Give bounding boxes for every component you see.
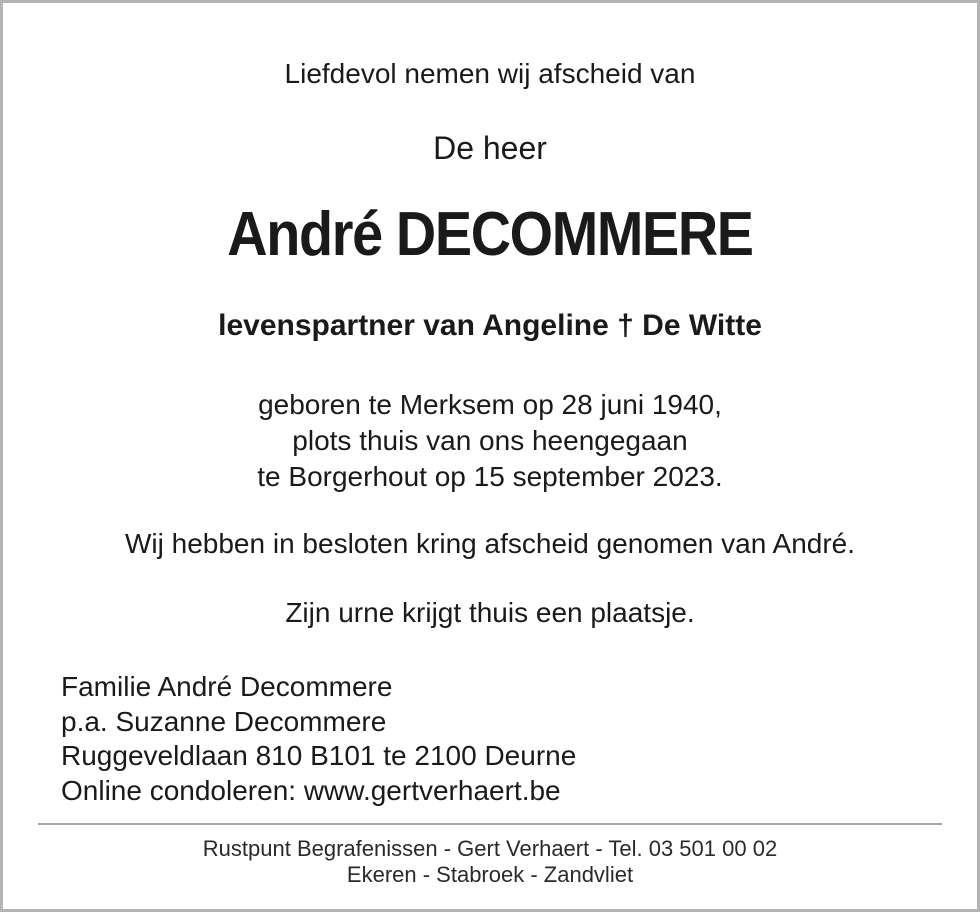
partner-line: levenspartner van Angeline † De Witte: [218, 309, 762, 342]
urn-text: Zijn urne krijgt thuis een plaatsje.: [285, 597, 695, 628]
family-name: Familie André Decommere: [61, 671, 393, 702]
honorific: De heer: [433, 130, 547, 166]
birth-line: geboren te Merksem op 28 juni 1940,: [258, 389, 722, 420]
passing-place-line: te Borgerhout op 15 september 2023.: [257, 461, 723, 492]
family-contact-block: [61, 670, 576, 808]
address: Ruggeveldlaan 810 B101 te 2100 Deurne: [61, 740, 577, 771]
funeral-home-line: Rustpunt Begrafenissen - Gert Verhaert - Tel. 03 501 00 02: [202, 836, 778, 861]
contact-person: p.a. Suzanne Decommere: [61, 705, 387, 737]
funeral-home-footer: [3, 836, 977, 888]
farewell-text: Wij hebben in besloten kring afscheid genomen van André.: [124, 528, 856, 559]
passing-line: plots thuis van ons heengegaan: [292, 425, 688, 456]
funeral-home-locations: Ekeren - Stabroek - Zandvliet: [346, 862, 634, 887]
life-details: [3, 387, 977, 495]
online-condolence: Online condoleren: www.gertverhaert.be: [61, 774, 561, 806]
deceased-name: André DECOMMERE: [227, 200, 753, 269]
intro-text: Liefdevol nemen wij afscheid van: [284, 58, 696, 89]
footer-divider: [38, 823, 942, 825]
